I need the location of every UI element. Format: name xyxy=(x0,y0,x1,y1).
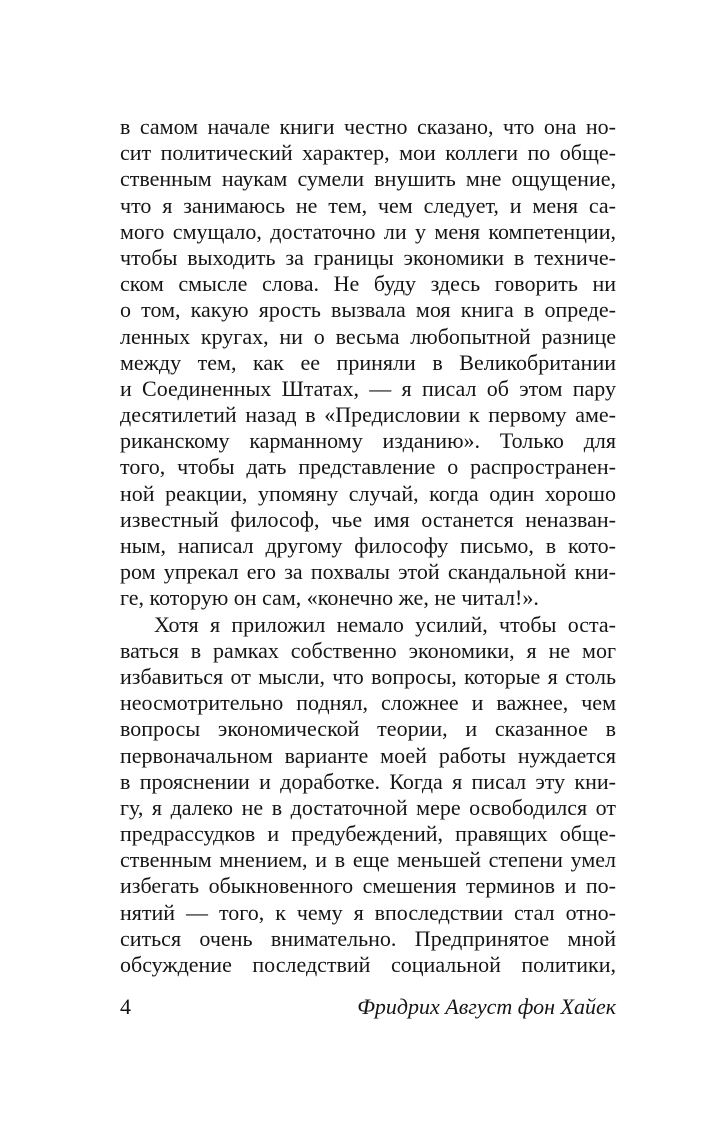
text-line: ным, написал другому философу письмо, в кото- xyxy=(120,533,616,558)
page-number: 4 xyxy=(120,994,131,1019)
text-line: ственным наукам сумели внушить мне ощущение, xyxy=(120,166,616,192)
text-line: избавиться от мысли, что вопросы, которые я столь xyxy=(120,663,616,689)
text-line: мого смущало, достаточно ли у меня компетенции, xyxy=(120,218,616,244)
text-line: неосмотрительно поднял, сложнее и важнее, чем xyxy=(120,690,616,716)
running-title: Фридрих Август фон Хайек xyxy=(357,994,616,1019)
text-line: избегать обыкновенного смешения терминов и по- xyxy=(120,873,616,899)
text-line: предрассудков и предубеждений, правящих обще- xyxy=(120,821,616,847)
text-line: ситься очень внимательно. Предпринятое мной xyxy=(120,925,616,951)
text-line: нятий — того, к чему я впоследствии стал отно- xyxy=(120,899,616,925)
text-line: гу, я далеко не в достаточной мере освободился от xyxy=(120,794,616,820)
page-footer xyxy=(120,992,616,1022)
body-text xyxy=(120,114,616,978)
text-line: ленных кругах, ни о весьма любопытной разнице xyxy=(120,323,616,349)
text-line: риканскому карманному изданию». Только для xyxy=(120,428,616,454)
text-line: о том, какую ярость вызвала моя книга в опреде- xyxy=(120,297,616,323)
text-line: в самом начале книги честно сказано, что она но- xyxy=(120,114,616,139)
text-line: известный философ, чье имя останется неназван- xyxy=(120,506,616,532)
text-line: ной реакции, упомяну случай, когда один хорошо xyxy=(120,480,616,506)
paragraph-start-line: Хотя я приложил немало усилий, чтобы оста- xyxy=(154,611,616,637)
text-line: и Соединенных Штатах, — я писал об этом пару xyxy=(120,375,616,401)
text-line: в прояснении и доработке. Когда я писал эту кни- xyxy=(120,768,616,794)
text-line: ском смысле слова. Не буду здесь говорить ни xyxy=(120,271,616,297)
text-line: ге, которую он сам, «конечно же, не читал!». xyxy=(120,585,539,611)
text-line: что я занимаюсь не тем, чем следует, и меня са- xyxy=(120,192,616,218)
text-line: ром упрекал его за похвалы этой скандальной кни- xyxy=(120,559,616,585)
text-line: чтобы выходить за границы экономики в техниче- xyxy=(120,244,616,270)
text-line: первоначальном варианте моей работы нуждается xyxy=(120,742,616,768)
text-line: обсуждение последствий социальной политики, xyxy=(120,952,616,977)
text-line: сит политический характер, мои коллеги по обще- xyxy=(120,140,616,166)
text-line: вопросы экономической теории, и сказанное в xyxy=(120,716,616,742)
text-line: ваться в рамках собственно экономики, я не мог xyxy=(120,637,616,663)
text-line: между тем, как ее приняли в Великобритании xyxy=(120,349,616,375)
text-line: того, чтобы дать представление о распространен- xyxy=(120,454,616,480)
text-line: ственным мнением, и в еще меньшей степени умел xyxy=(120,847,616,873)
text-line: десятилетий назад в «Предисловии к первому аме- xyxy=(120,402,616,428)
